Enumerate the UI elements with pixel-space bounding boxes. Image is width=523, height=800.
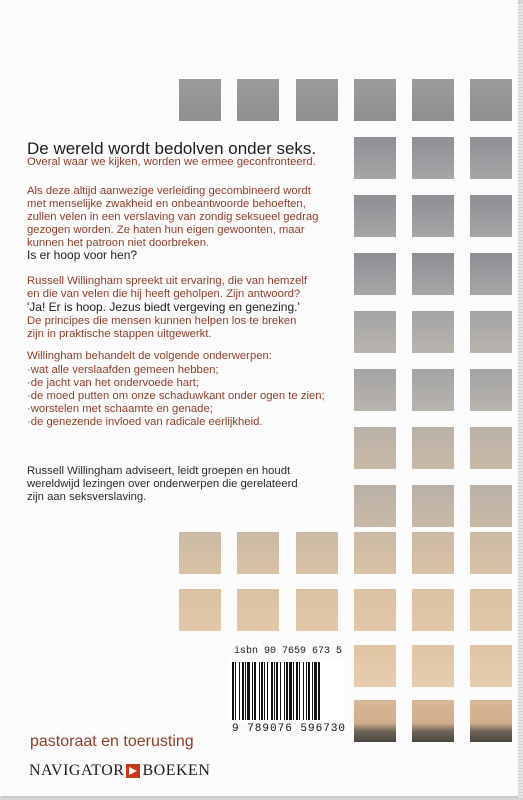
author-bio: Russell Willingham adviseert, leidt groepen en houdt wereldwijd lezingen over onderwerpen die gerelateerd zijn aan seksverslaving. [27, 465, 298, 503]
subheading: Overal waar we kijken, worden we ermee geconfronteerd. [27, 156, 316, 168]
barcode-bar [318, 662, 320, 720]
photo-tile [354, 427, 396, 469]
photo-tile [470, 485, 512, 527]
barcode-bar [312, 662, 313, 720]
photo-tile [470, 79, 512, 121]
photo-tile [354, 253, 396, 295]
photo-tile [470, 645, 512, 687]
photo-tile [354, 137, 396, 179]
photo-tile [412, 137, 454, 179]
topic-item: ·worstelen met schaamte en genade; [27, 403, 213, 415]
photo-tile [296, 589, 338, 631]
barcode-bar [274, 662, 275, 720]
barcode-bar [314, 662, 317, 720]
question: Is er hoop voor hen? [27, 248, 138, 262]
photo-tile [412, 645, 454, 687]
topic-list [27, 364, 325, 429]
photo-tile [470, 311, 512, 353]
barcode-bar [276, 662, 278, 720]
photo-tile [354, 195, 396, 237]
topic-item: ·de jacht van het ondervoede hart; [27, 377, 200, 389]
quote: 'Ja! Er is hoop. Jezus biedt vergeving en genezing.' [27, 300, 300, 314]
photo-tile [237, 532, 279, 574]
barcode-bar [306, 662, 307, 720]
photo-tile [412, 700, 454, 742]
heading: De wereld wordt bedolven onder seks. [27, 139, 317, 158]
photo-tile [237, 79, 279, 121]
photo-tile [354, 369, 396, 411]
barcode-bar [252, 662, 253, 720]
barcode-bar [232, 662, 234, 720]
photo-tile [412, 195, 454, 237]
topic-item: ·de genezende invloed van radicale eerlijkheid. [27, 416, 263, 428]
publisher-name-left: NAVIGATOR [29, 762, 125, 779]
photo-tile [470, 369, 512, 411]
series-name: pastoraat en toerusting [30, 733, 194, 750]
photo-tile [470, 589, 512, 631]
photo-tile [179, 532, 221, 574]
photo-tile [179, 79, 221, 121]
photo-tile [412, 369, 454, 411]
photo-tile [354, 79, 396, 121]
photo-tile [412, 427, 454, 469]
photo-tile [412, 532, 454, 574]
photo-tile [470, 253, 512, 295]
photo-tile [412, 253, 454, 295]
photo-tile [470, 532, 512, 574]
photo-tile [470, 137, 512, 179]
publisher-name-right: BOEKEN [142, 762, 211, 779]
photo-tile [354, 589, 396, 631]
paragraph-principles: De principes die mensen kunnen helpen los te breken zijn in praktische stappen uitgewerkt. [27, 315, 297, 340]
photo-tile [354, 311, 396, 353]
publisher-arrow-icon [126, 764, 140, 778]
photo-tile [470, 427, 512, 469]
barcode-bar [247, 662, 250, 720]
barcode-bar [293, 662, 294, 720]
paragraph-intro: Als deze altijd aanwezige verleiding gecombineerd wordt met menselijke zwakheid en onbeantwoorde behoeften, zullen velen in een verslaving van zondig seksueel gedrag gezogen worden. Ze haten hun eigen gewoonten, maar kunnen het patroon niet doorbreken. [27, 185, 319, 249]
barcode-bar [299, 662, 300, 720]
topics-intro: Willingham behandelt de volgende onderwerpen: [27, 350, 272, 362]
photo-tile [412, 589, 454, 631]
photo-tile [412, 79, 454, 121]
barcode-bar [267, 662, 268, 720]
photo-tile [296, 532, 338, 574]
page-edge [518, 4, 523, 798]
photo-tile [237, 589, 279, 631]
photo-tile [296, 79, 338, 121]
barcode [229, 660, 345, 722]
barcode-bar [289, 662, 292, 720]
barcode-bar [271, 662, 273, 720]
barcode-bar [235, 662, 236, 720]
barcode-bar [254, 662, 256, 720]
barcode-bar [308, 662, 310, 720]
topic-item: ·wat alle verslaafden gemeen hebben; [27, 364, 219, 376]
barcode-bar [245, 662, 246, 720]
photo-tile [354, 532, 396, 574]
barcode-bar [296, 662, 298, 720]
photo-tile [354, 485, 396, 527]
barcode-bar [280, 662, 281, 720]
photo-tile [470, 700, 512, 742]
paragraph-author-experience: Russell Willingham spreekt uit ervaring, die van hemzelf en die van velen die hij heeft geholpen. Zijn antwoord? [27, 275, 308, 300]
photo-tile [470, 195, 512, 237]
photo-tile [412, 485, 454, 527]
barcode-graphic [229, 660, 345, 722]
barcode-bar [284, 662, 285, 720]
barcode-number: 9 789076 596730 [232, 723, 347, 735]
barcode-bar [286, 662, 288, 720]
barcode-bar [261, 662, 263, 720]
barcode-bar [303, 662, 304, 720]
photo-tile [354, 645, 396, 687]
isbn-label: isbn 90 7659 673 5 [234, 646, 343, 657]
barcode-bar [259, 662, 260, 720]
publisher-logo [29, 762, 210, 780]
photo-tile [179, 589, 221, 631]
photo-tile [354, 700, 396, 742]
barcode-bar [242, 662, 244, 720]
barcode-bar [264, 662, 265, 720]
photo-tile [412, 311, 454, 353]
barcode-bar [239, 662, 240, 720]
topic-item: ·de moed putten om onze schaduwkant onder ogen te zien; [27, 390, 325, 402]
